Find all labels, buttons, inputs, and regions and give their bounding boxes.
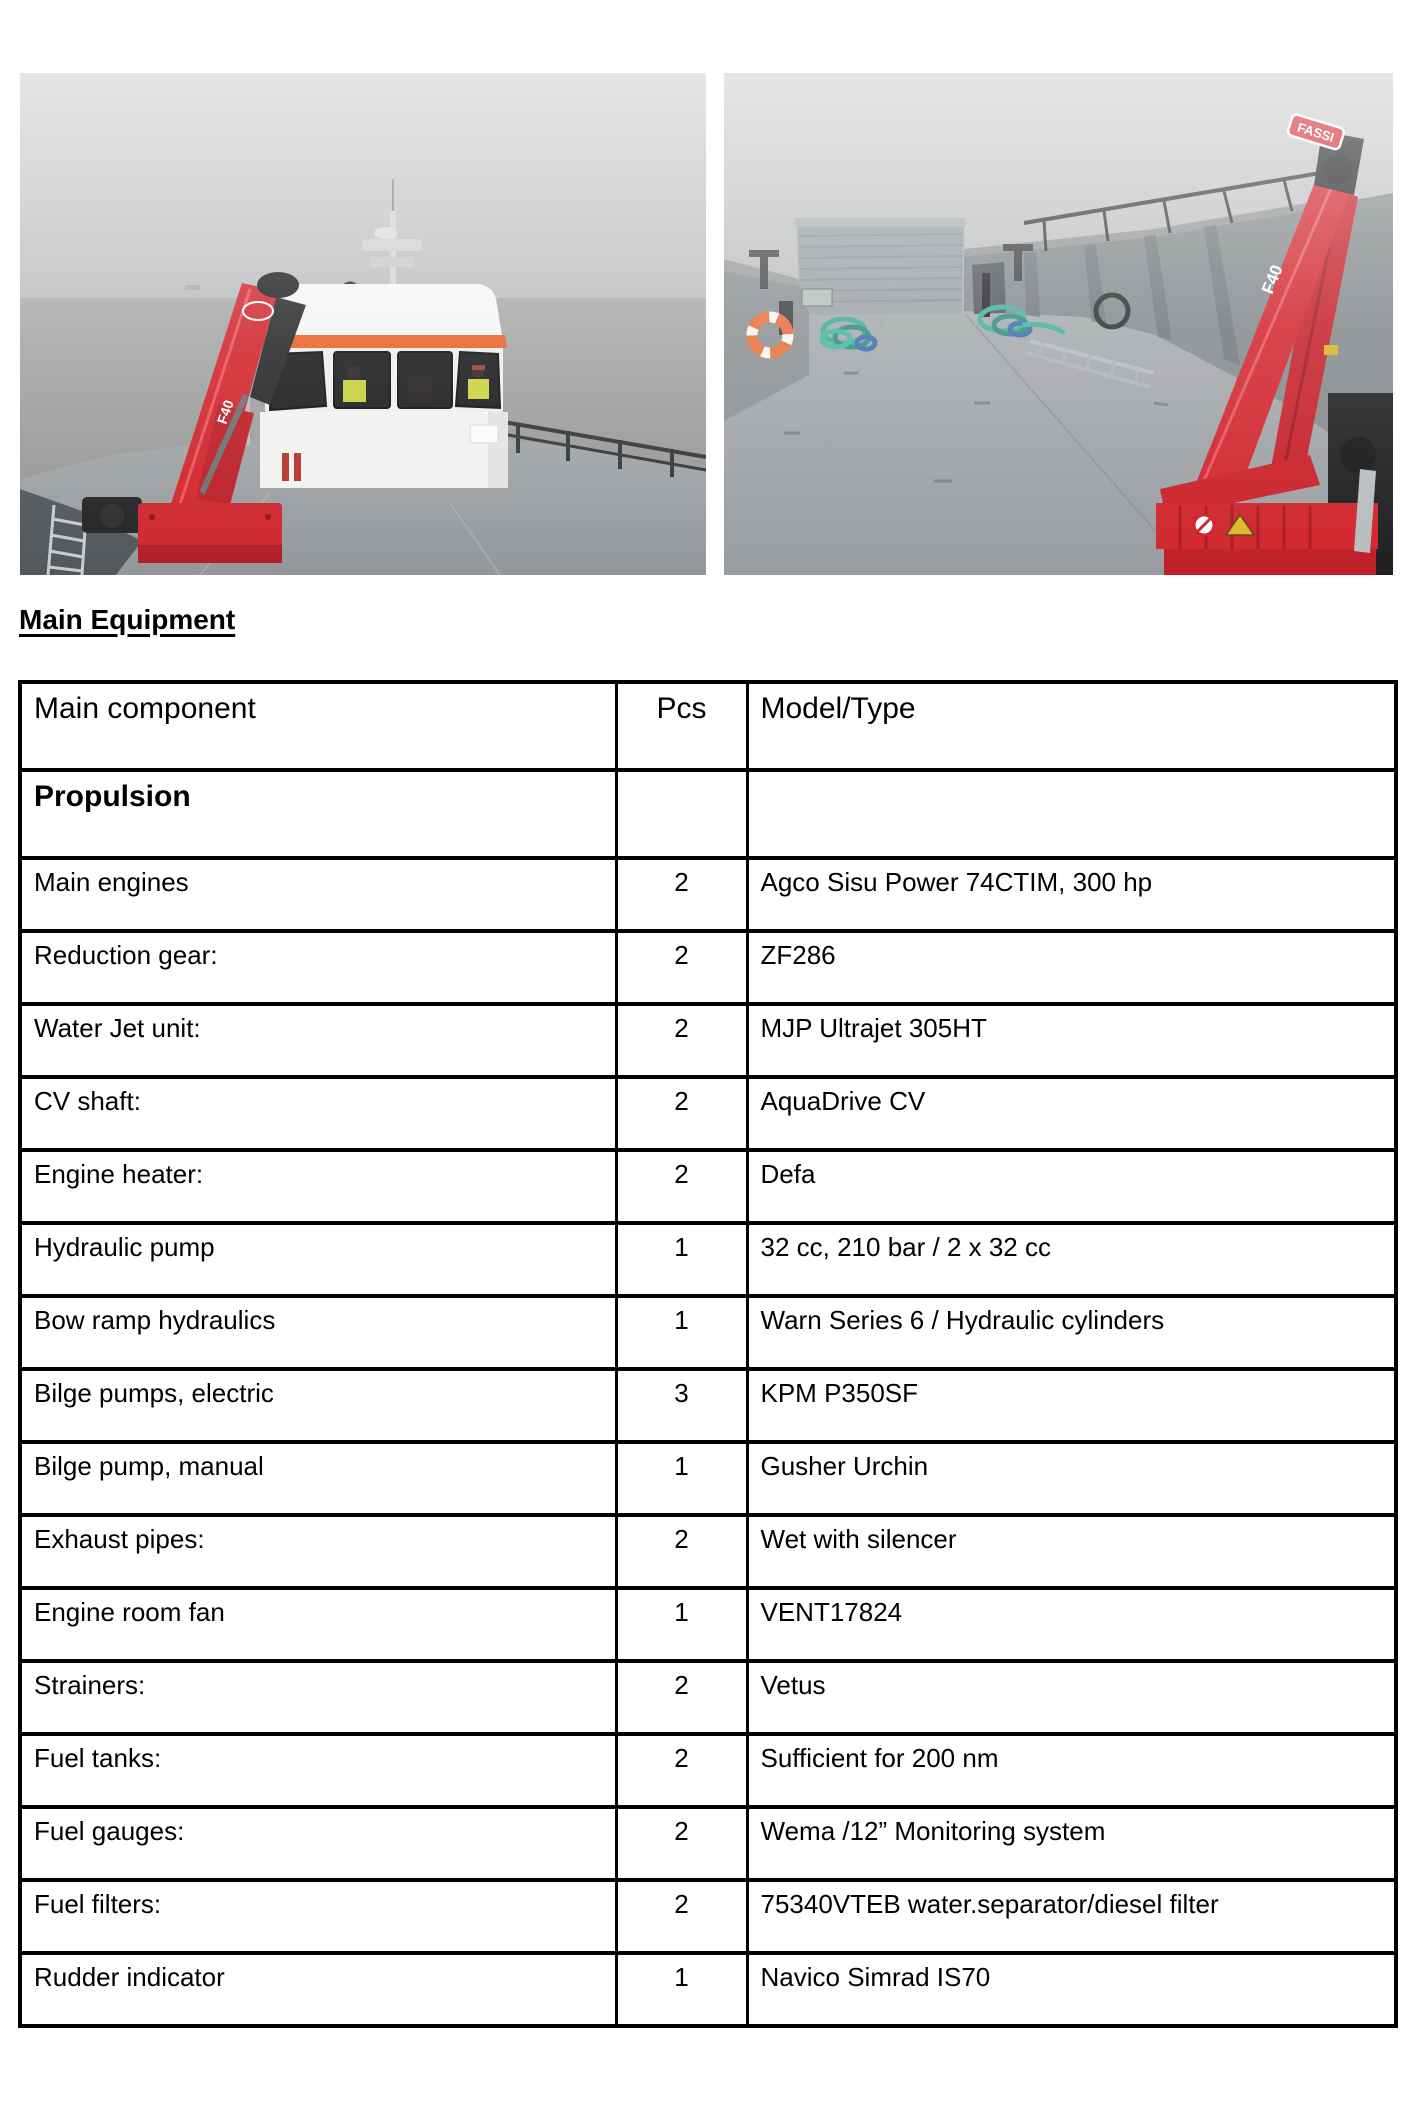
cell-component: Bilge pump, manual [20,1442,616,1515]
page-title: Main Equipment [19,604,236,635]
cell-pcs: 2 [616,931,747,1004]
main-equipment-table [18,680,1398,2028]
fog-overlay [20,73,706,575]
table-row [20,1880,1396,1953]
cell-model: ZF286 [747,931,1396,1004]
table-row [20,1953,1396,2026]
section-title: Propulsion [20,770,616,858]
cell-model: Wema /12” Monitoring system [747,1807,1396,1880]
cell-pcs: 2 [616,1880,747,1953]
table-row [20,1442,1396,1515]
cell-pcs: 2 [616,1077,747,1150]
section-model-empty [747,770,1396,858]
cell-component: Reduction gear: [20,931,616,1004]
section-row-propulsion [20,770,1396,858]
cell-pcs: 1 [616,1588,747,1661]
cell-model: Defa [747,1150,1396,1223]
cell-pcs: 2 [616,1807,747,1880]
cell-model: 75340VTEB water.separator/diesel filter [747,1880,1396,1953]
cell-model: KPM P350SF [747,1369,1396,1442]
table-row [20,1077,1396,1150]
header-pcs: Pcs [616,682,747,770]
cell-pcs: 1 [616,1953,747,2026]
aft-deck-illustration [724,73,1393,575]
cell-model: MJP Ultrajet 305HT [747,1004,1396,1077]
cell-component: Engine room fan [20,1588,616,1661]
table-row [20,931,1396,1004]
cell-component: Hydraulic pump [20,1223,616,1296]
cell-component: Exhaust pipes: [20,1515,616,1588]
cell-component: Water Jet unit: [20,1004,616,1077]
cell-pcs: 2 [616,1150,747,1223]
cell-pcs: 2 [616,1734,747,1807]
bow-view-photo [20,73,706,575]
table-row [20,1661,1396,1734]
cell-model: AquaDrive CV [747,1077,1396,1150]
cell-model: Warn Series 6 / Hydraulic cylinders [747,1296,1396,1369]
cell-pcs: 3 [616,1369,747,1442]
cell-model: Gusher Urchin [747,1442,1396,1515]
cell-component: Bilge pumps, electric [20,1369,616,1442]
cell-model: Wet with silencer [747,1515,1396,1588]
fog-overlay [724,73,1393,575]
cell-model: Navico Simrad IS70 [747,1953,1396,2026]
cell-pcs: 2 [616,1515,747,1588]
cell-component: Fuel filters: [20,1880,616,1953]
cell-pcs: 2 [616,858,747,931]
cell-model: VENT17824 [747,1588,1396,1661]
cell-component: Strainers: [20,1661,616,1734]
cell-model: Sufficient for 200 nm [747,1734,1396,1807]
table-row [20,1150,1396,1223]
cell-pcs: 1 [616,1296,747,1369]
cell-pcs: 1 [616,1223,747,1296]
cell-pcs: 2 [616,1004,747,1077]
cell-component: Fuel tanks: [20,1734,616,1807]
cell-component: Bow ramp hydraulics [20,1296,616,1369]
aft-deck-view-photo [724,73,1393,575]
cell-model: 32 cc, 210 bar / 2 x 32 cc [747,1223,1396,1296]
cell-model: Agco Sisu Power 74CTIM, 300 hp [747,858,1396,931]
table-row [20,1004,1396,1077]
table-row [20,1296,1396,1369]
table-row [20,858,1396,931]
header-model-type: Model/Type [747,682,1396,770]
table-row [20,1223,1396,1296]
table-row [20,1369,1396,1442]
bow-view-illustration [20,73,706,575]
cell-component: Engine heater: [20,1150,616,1223]
cell-pcs: 1 [616,1442,747,1515]
section-pcs-empty [616,770,747,858]
cell-component: Rudder indicator [20,1953,616,2026]
cell-component: Fuel gauges: [20,1807,616,1880]
table-row [20,1515,1396,1588]
table-row [20,1734,1396,1807]
cell-model: Vetus [747,1661,1396,1734]
table-row [20,1807,1396,1880]
cell-component: Main engines [20,858,616,931]
table-header-row [20,682,1396,770]
cell-pcs: 2 [616,1661,747,1734]
table-row [20,1588,1396,1661]
cell-component: CV shaft: [20,1077,616,1150]
header-main-component: Main component [20,682,616,770]
